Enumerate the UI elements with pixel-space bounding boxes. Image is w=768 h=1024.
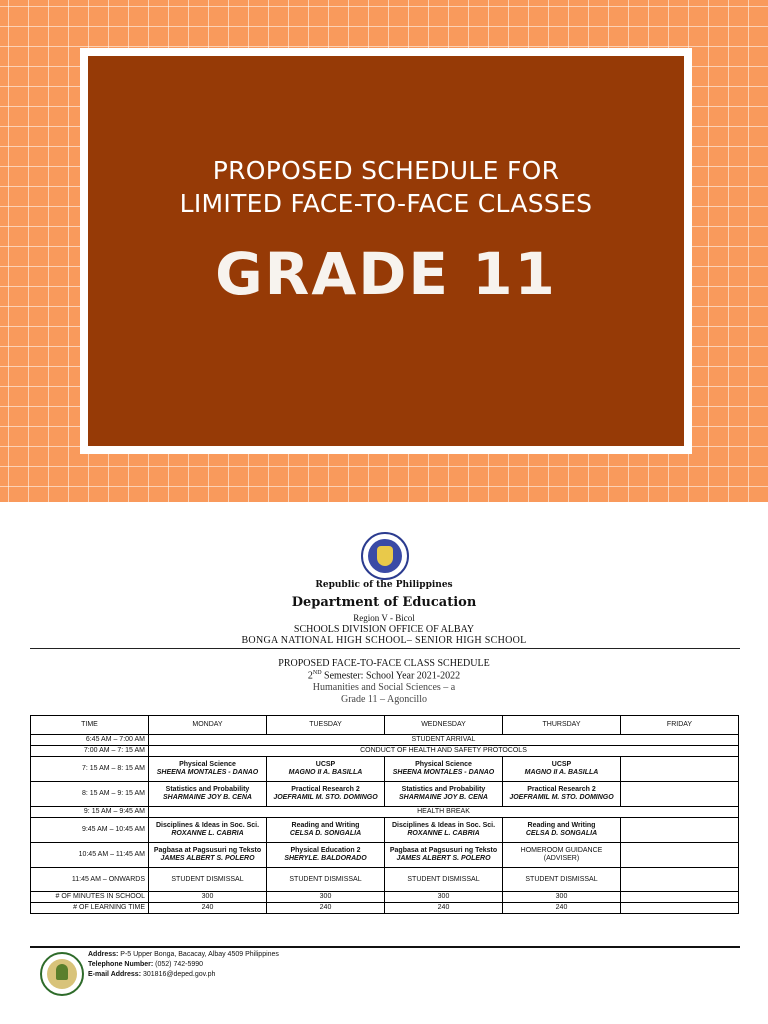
subject: Physical Education 2 — [290, 847, 361, 854]
total-cell: 240 — [149, 903, 267, 914]
address-value: P-5 Upper Bonga, Bacacay, Albay 4509 Philippines — [118, 951, 279, 958]
region-heading: Region V - Bicol — [353, 613, 415, 623]
header-thursday: THURSDAY — [503, 716, 621, 735]
teacher: MAGNO II A. BASILLA — [288, 769, 363, 776]
subject: UCSP — [551, 761, 572, 768]
class-cell — [149, 843, 267, 868]
subject: Physical Science — [415, 761, 472, 768]
department-heading: Department of Education — [291, 595, 477, 610]
class-cell — [503, 818, 621, 843]
semester-ordinal: ND — [312, 670, 322, 676]
table-row — [31, 807, 739, 818]
table-row — [31, 757, 739, 782]
teacher: JAMES ALBERT S. POLERO — [160, 855, 255, 862]
subject: UCSP — [315, 761, 336, 768]
table-row — [31, 782, 739, 807]
class-cell — [503, 757, 621, 782]
empty-cell — [621, 818, 739, 843]
class-cell — [149, 782, 267, 807]
class-cell — [149, 757, 267, 782]
empty-cell — [621, 782, 739, 807]
teacher: JOEFRAMIL M. STO. DOMINGO — [273, 794, 378, 801]
table-header-row — [31, 716, 739, 735]
semester-line — [0, 670, 768, 681]
teacher: CELSA D. SONGALIA — [525, 830, 598, 837]
class-cell — [267, 818, 385, 843]
class-cell — [267, 782, 385, 807]
subject: Statistics and Probability — [165, 786, 250, 793]
deped-seal-icon — [361, 532, 409, 580]
cover-title-line-2: LIMITED FACE-TO-FACE CLASSES — [179, 189, 593, 218]
schedule-table — [30, 715, 739, 914]
cover-title-line-1: PROPOSED SCHEDULE FOR — [212, 156, 560, 185]
subject: Reading and Writing — [291, 822, 360, 829]
empty-cell — [621, 892, 739, 903]
header-monday: MONDAY — [149, 716, 267, 735]
subject: Practical Research 2 — [527, 786, 596, 793]
teacher: SHERYLE. BALDORADO — [284, 855, 367, 862]
time-cell: 6:45 AM – 7:00 AM — [31, 735, 149, 746]
span-cell: STUDENT ARRIVAL — [149, 735, 739, 746]
total-cell: 300 — [149, 892, 267, 903]
subject: Statistics and Probability — [401, 786, 486, 793]
class-cell — [385, 843, 503, 868]
header-friday: FRIDAY — [621, 716, 739, 735]
class-cell — [385, 782, 503, 807]
teacher: CELSA D. SONGALIA — [289, 830, 362, 837]
teacher: JAMES ALBERT S. POLERO — [396, 855, 491, 862]
subject: Disciplines & Ideas in Soc. Sci. — [391, 822, 496, 829]
table-row — [31, 843, 739, 868]
teacher: MAGNO II A. BASILLA — [524, 769, 599, 776]
semester-number: 2 — [307, 670, 313, 682]
teacher: ROXANNE L. CABRIA — [171, 830, 244, 837]
header-wednesday: WEDNESDAY — [385, 716, 503, 735]
total-cell: 300 — [503, 892, 621, 903]
dismissal-cell: STUDENT DISMISSAL — [385, 868, 503, 892]
time-cell: 11:45 AM – ONWARDS — [31, 868, 149, 892]
time-cell: 9: 15 AM – 9:45 AM — [31, 807, 149, 818]
span-cell: HEALTH BREAK — [149, 807, 739, 818]
cover-title — [88, 154, 684, 220]
division-heading: SCHOOLS DIVISION OFFICE OF ALBAY — [293, 624, 475, 635]
dismissal-cell: STUDENT DISMISSAL — [503, 868, 621, 892]
semester-text: Semester: School Year 2021-2022 — [321, 670, 461, 682]
teacher: SHARMAINE JOY B. CENA — [399, 794, 488, 801]
subject: Reading and Writing — [527, 822, 596, 829]
schedule-title: PROPOSED FACE-TO-FACE CLASS SCHEDULE — [278, 658, 490, 669]
time-cell: 9:45 AM – 10:45 AM — [31, 818, 149, 843]
table-row — [31, 818, 739, 843]
teacher: SHARMAINE JOY B. CENA — [163, 794, 252, 801]
empty-cell — [621, 868, 739, 892]
footer-address — [88, 950, 279, 960]
header-tuesday: TUESDAY — [267, 716, 385, 735]
school-logo-icon — [40, 952, 84, 996]
time-cell: 7:00 AM – 7: 15 AM — [31, 746, 149, 757]
email-label: E-mail Address: — [88, 971, 142, 978]
subject: Pagbasa at Pagsusuri ng Teksto — [153, 847, 262, 854]
footer-divider — [30, 946, 740, 948]
subject: Practical Research 2 — [291, 786, 360, 793]
strand-line: Humanities and Social Sciences – a — [312, 682, 456, 693]
total-cell: 300 — [267, 892, 385, 903]
email-value[interactable]: 301816@deped.gov.ph — [141, 971, 216, 978]
header-time: TIME — [31, 716, 149, 735]
span-cell: CONDUCT OF HEALTH AND SAFETY PROTOCOLS — [149, 746, 739, 757]
teacher: JOEFRAMIL M. STO. DOMINGO — [509, 794, 614, 801]
total-cell: 300 — [385, 892, 503, 903]
class-cell — [267, 757, 385, 782]
cover-title-box — [88, 56, 684, 446]
table-row — [31, 903, 739, 914]
footer-phone — [88, 960, 279, 970]
total-cell: 240 — [503, 903, 621, 914]
teacher: SHEENA MONTALES - DANAO — [156, 769, 259, 776]
subject: HOMEROOM GUIDANCE — [520, 847, 603, 854]
section-line: Grade 11 – Agoncillo — [340, 694, 427, 705]
total-label: # OF MINUTES IN SCHOOL — [31, 892, 149, 903]
time-cell: 8: 15 AM – 9: 15 AM — [31, 782, 149, 807]
table-row — [31, 746, 739, 757]
dismissal-cell: STUDENT DISMISSAL — [267, 868, 385, 892]
phone-label: Telephone Number: — [88, 961, 154, 968]
teacher: ROXANNE L. CABRIA — [407, 830, 480, 837]
footer-contact — [88, 950, 279, 980]
dismissal-cell: STUDENT DISMISSAL — [149, 868, 267, 892]
footer-email — [88, 970, 279, 980]
subject: Physical Science — [179, 761, 236, 768]
school-heading: BONGA NATIONAL HIGH SCHOOL– SENIOR HIGH SCHOOL — [241, 635, 527, 646]
class-cell — [503, 843, 621, 868]
phone-value: (052) 742-5990 — [153, 961, 204, 968]
empty-cell — [621, 903, 739, 914]
class-cell — [149, 818, 267, 843]
teacher: SHEENA MONTALES - DANAO — [392, 769, 495, 776]
total-label: # OF LEARNING TIME — [31, 903, 149, 914]
subject: Disciplines & Ideas in Soc. Sci. — [155, 822, 260, 829]
time-cell: 7: 15 AM – 8: 15 AM — [31, 757, 149, 782]
table-row — [31, 892, 739, 903]
letterhead-divider — [30, 648, 740, 649]
empty-cell — [621, 843, 739, 868]
republic-heading: Republic of the Philippines — [315, 580, 453, 590]
class-cell — [267, 843, 385, 868]
empty-cell — [621, 757, 739, 782]
table-row — [31, 735, 739, 746]
class-cell — [385, 818, 503, 843]
table-row — [31, 868, 739, 892]
address-label: Address: — [88, 951, 119, 958]
total-cell: 240 — [385, 903, 503, 914]
cover-grade: GRADE 11 — [215, 240, 557, 308]
class-cell — [385, 757, 503, 782]
time-cell: 10:45 AM – 11:45 AM — [31, 843, 149, 868]
teacher: (ADVISER) — [543, 855, 580, 862]
subject: Pagbasa at Pagsusuri ng Teksto — [389, 847, 498, 854]
class-cell — [503, 782, 621, 807]
total-cell: 240 — [267, 903, 385, 914]
